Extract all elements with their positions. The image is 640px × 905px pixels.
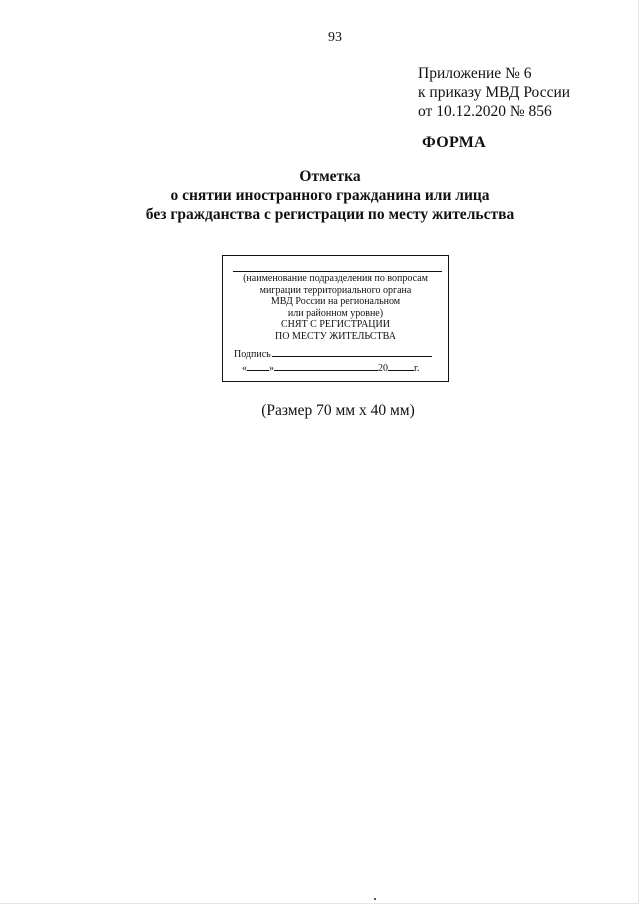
stamp-date-row bbox=[242, 361, 419, 374]
title-line: без гражданства с регистрации по месту жительства bbox=[145, 206, 515, 223]
page-number: 93 bbox=[328, 30, 342, 45]
signature-label: Подпись bbox=[234, 349, 271, 360]
form-label: ФОРМА bbox=[422, 134, 487, 151]
date-century: 20 bbox=[378, 363, 388, 374]
stamp-text-line: (наименование подразделения по вопросам bbox=[243, 273, 428, 284]
date-close-quote: » bbox=[269, 363, 274, 374]
title-line: Отметка bbox=[299, 168, 361, 185]
stamp-text-line: или районном уровне) bbox=[287, 307, 384, 319]
date-day-blank bbox=[247, 361, 269, 371]
date-month-blank bbox=[274, 361, 378, 371]
appendix-line: Приложение № 6 bbox=[418, 65, 532, 82]
stamp-sample-box bbox=[222, 255, 449, 382]
stamp-signature-row bbox=[234, 347, 432, 360]
date-year-suffix: г. bbox=[414, 363, 420, 374]
stamp-text bbox=[223, 273, 448, 342]
appendix-reference bbox=[418, 64, 570, 121]
date-year-blank bbox=[388, 361, 414, 371]
scan-artifact bbox=[374, 898, 376, 900]
stamp-text-line: миграции территориального органа bbox=[259, 284, 412, 296]
document-title bbox=[0, 167, 640, 224]
stamp-text-line: СНЯТ С РЕГИСТРАЦИИ bbox=[281, 319, 390, 330]
signature-blank-line bbox=[272, 347, 432, 357]
appendix-line: к приказу МВД России bbox=[418, 84, 571, 101]
appendix-line: от 10.12.2020 № 856 bbox=[418, 103, 552, 120]
stamp-text-line: ПО МЕСТУ ЖИТЕЛЬСТВА bbox=[275, 330, 396, 342]
stamp-size-note: (Размер 70 мм х 40 мм) bbox=[261, 402, 415, 419]
title-line: о снятии иностранного гражданина или лица bbox=[170, 187, 490, 204]
stamp-department-blank-line bbox=[233, 271, 442, 272]
date-open-quote: « bbox=[242, 363, 247, 374]
stamp-text-line: МВД России на региональном bbox=[270, 296, 401, 307]
